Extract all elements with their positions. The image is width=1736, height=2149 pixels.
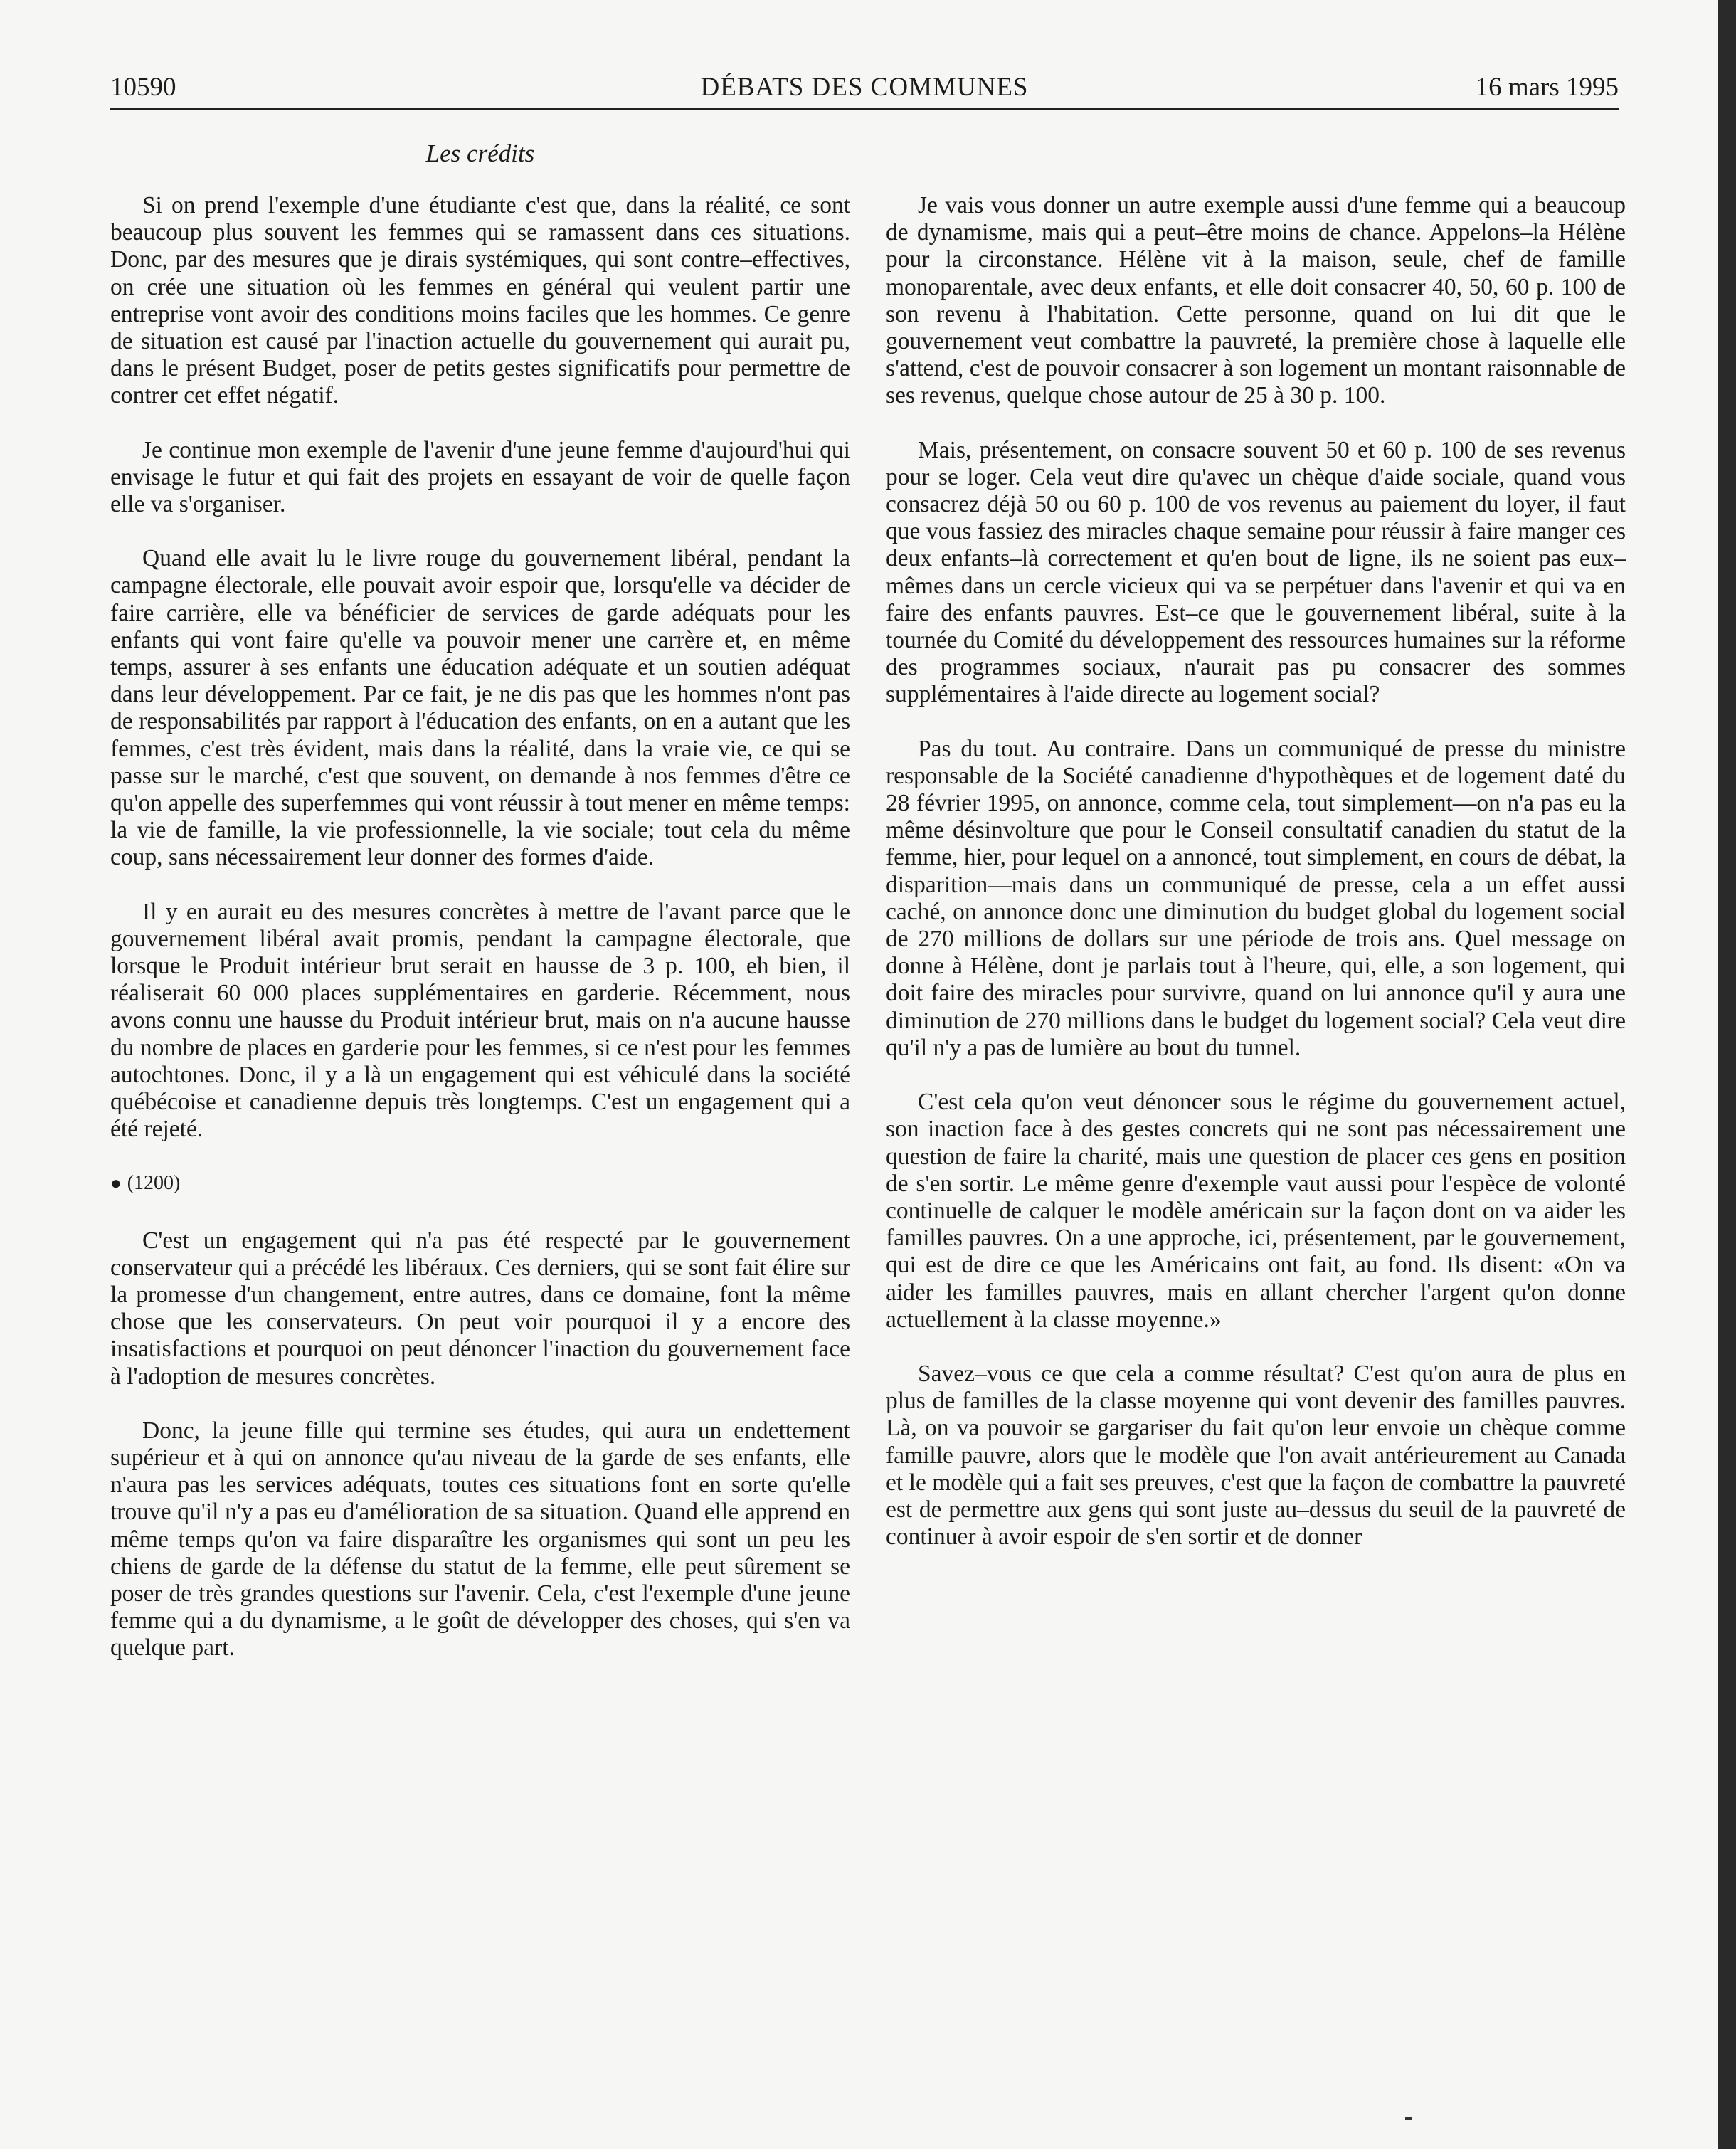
paragraph: Si on prend l'exemple d'une étudiante c'est que, dans la réalité, ce sont beaucoup plus souvent les femmes qui se ramassent dans ces situations. Donc, par des mesures que je dirais systémiques, qui sont contre–effectives, on crée une situation où les femmes en général qui veulent partir une entreprise vont avoir des conditions moins faciles que les hommes. Ce genre de situation est causé par l'inaction actuelle du gouvernement qui aurait pu, dans le présent Budget, poser de petits gestes significatifs pour permettre de contrer cet effet négatif. <box>110 192 850 409</box>
section-title: Les crédits <box>425 139 535 167</box>
bullet-icon: ● <box>110 1172 122 1193</box>
paragraph: Mais, présentement, on consacre souvent 50 et 60 p. 100 de ses revenus pour se loger. Cela veut dire qu'avec un chèque d'aide sociale, quand vous consacrez déjà 50 ou 60 p. 100 de vos revenus au paiement du loyer, il faut que vous fassiez des miracles chaque semaine pour réussir à faire manger ces deux enfants–là correctement et qu'en bout de ligne, ils ne soient pas eux–mêmes dans un cercle vicieux qui va se perpétuer dans l'avenir et qui va en faire des enfants pauvres. Est–ce que le gouvernement libéral, suite à la tournée du Comité du développement des ressources humaines sur la réforme des programmes sociaux, n'aurait pas pu consacrer des sommes supplémentaires à l'aide directe au logement social? <box>886 436 1626 708</box>
paragraph: Quand elle avait lu le livre rouge du gouvernement libéral, pendant la campagne électorale, elle pouvait avoir espoir que, lorsqu'elle va décider de faire carrière, elle va bénéficier de services de garde adéquats pour les enfants qui vont faire qu'elle va pouvoir mener une carrère et, en même temps, assurer à ses enfants une éducation adéquate et un soutien adéquat dans leur développement. Par ce fait, je ne dis pas que les hommes n'ont pas de responsabilités par rapport à l'éducation des enfants, on en a autant que les femmes, c'est très évident, mais dans la réalité, dans la vraie vie, ce qui se passe sur le marché, c'est que souvent, on demande à nos femmes d'être ce qu'on appelle des superfemmes qui vont réussir à tout mener en même temps: la vie de famille, la vie professionnelle, la vie sociale; tout cela du même coup, sans nécessairement leur donner des formes d'aide. <box>110 545 850 871</box>
left-column <box>110 192 850 1689</box>
paragraph: Pas du tout. Au contraire. Dans un communiqué de presse du ministre responsable de la Société canadienne d'hypothèques et de logement daté du 28 février 1995, on annonce, comme cela, tout simplement—on n'a pas eu la même désinvolture que pour le Conseil consultatif canadien du statut de la femme, hier, pour lequel on a annoncé, tout simplement, en cours de débat, la disparition—mais dans un communiqué de presse, cela a un effet aussi caché, on annonce donc une diminution du budget global du logement social de 270 millions de dollars sur une période de trois ans. Quel message on donne à Hélène, dont je parlais tout à l'heure, qui, elle, a son logement, qui doit faire des miracles pour survivre, quand on lui annonce qu'il y aura une diminution de 270 millions dans le budget du logement social? Cela veut dire qu'il n'y a pas de lumière au bout du tunnel. <box>886 735 1626 1061</box>
scan-border <box>1718 0 1736 2149</box>
paragraph: Je vais vous donner un autre exemple aussi d'une femme qui a beaucoup de dynamisme, mais qui a peut–être moins de chance. Appelons–la Hélène pour la circonstance. Hélène vit à la maison, seule, chef de famille monoparentale, avec deux enfants, et elle doit consacrer 40, 50, 60 p. 100 de son revenu à l'habitation. Cette personne, quand on lui dit que le gouvernement veut combattre la pauvreté, la première chose à laquelle elle s'attend, c'est de pouvoir consacrer à son logement un montant raisonnable de ses revenus, quelque chose autour de 25 à 30 p. 100. <box>886 192 1626 409</box>
header-rule <box>110 108 1619 110</box>
time-marker-label: (1200) <box>127 1171 181 1194</box>
paragraph: Savez–vous ce que cela a comme résultat? C'est qu'on aura de plus en plus de familles de la classe moyenne qui vont devenir des familles pauvres. Là, on va pouvoir se gargariser du fait qu'on leur envoie un chèque comme famille pauvre, alors que le modèle que l'on avait antérieurement au Canada et le modèle qui a fait ses preuves, c'est que la façon de combattre la pauvreté est de permettre aux gens qui sont juste au–dessus du seuil de la pauvreté de continuer à avoir espoir de s'en sortir et de donner <box>886 1360 1626 1551</box>
page-header <box>110 65 1619 110</box>
publication-title: DÉBATS DES COMMUNES <box>700 73 1029 102</box>
paragraph: Je continue mon exemple de l'avenir d'une jeune femme d'aujourd'hui qui envisage le futur et qui fait des projets en essayant de voir de quelle façon elle va s'organiser. <box>110 436 850 518</box>
paragraph: C'est cela qu'on veut dénoncer sous le régime du gouvernement actuel, son inaction face à des gestes concrets qui ne sont pas nécessairement une question de faire la charité, mais une question de placer ces gens en position de s'en sortir. Le même genre d'exemple vaut aussi pour l'espèce de volonté continuelle de calquer le modèle américain sur la façon dont on va aider les familles pauvres. On a une approche, ici, présentement, par le gouvernement, qui est de dire ce que les Américains ont fait, au fond. Ils disent: «On va aider les familles pauvres, mais en allant chercher l'argent qu'on donne actuellement à la classe moyenne.» <box>886 1089 1626 1333</box>
page-number: 10590 <box>110 73 176 102</box>
paragraph: C'est un engagement qui n'a pas été respecté par le gouvernement conservateur qui a précédé les libéraux. Ces derniers, qui se sont fait élire sur la promesse d'un changement, entre autres, dans ce domaine, font la même chose que les conservateurs. On peut voir pourquoi il y a encore des insatisfactions et pourquoi on peut dénoncer l'inaction du gouvernement face à l'adoption de mesures concrètes. <box>110 1227 850 1390</box>
scan-speck <box>1405 2117 1412 2120</box>
paragraph: Donc, la jeune fille qui termine ses études, qui aura un endettement supérieur et à qui on annonce qu'au niveau de la garde de ses enfants, elle n'aura pas les services adéquats, toutes ces situations font en sorte qu'elle trouve qu'il n'y a pas eu d'amélioration de sa situation. Quand elle apprend en même temps qu'on va faire disparaître les organismes qui sont un peu les chiens de garde de la défense du statut de la femme, elle peut sûrement se poser de très grandes questions sur l'avenir. Cela, c'est l'exemple d'une jeune femme qui a du dynamisme, a le goût de développer des choses, qui s'en va quelque part. <box>110 1417 850 1662</box>
publication-date: 16 mars 1995 <box>1475 73 1619 102</box>
right-column <box>886 192 1626 1578</box>
time-marker <box>110 1171 850 1196</box>
paragraph: Il y en aurait eu des mesures concrètes à mettre de l'avant parce que le gouvernement libéral avait promis, pendant la campagne électorale, que lorsque le Produit intérieur brut serait en hausse de 3 p. 100, eh bien, il réaliserait 60 000 places supplémentaires en garderie. Récemment, nous avons connu une hausse du Produit intérieur brut, mais on n'a aucune hausse du nombre de places en garderie pour les femmes, si ce n'est pour les femmes autochtones. Donc, il y a là un engagement qui est véhiculé dans la société québécoise et canadienne depuis très longtemps. C'est un engagement qui a été rejeté. <box>110 898 850 1143</box>
